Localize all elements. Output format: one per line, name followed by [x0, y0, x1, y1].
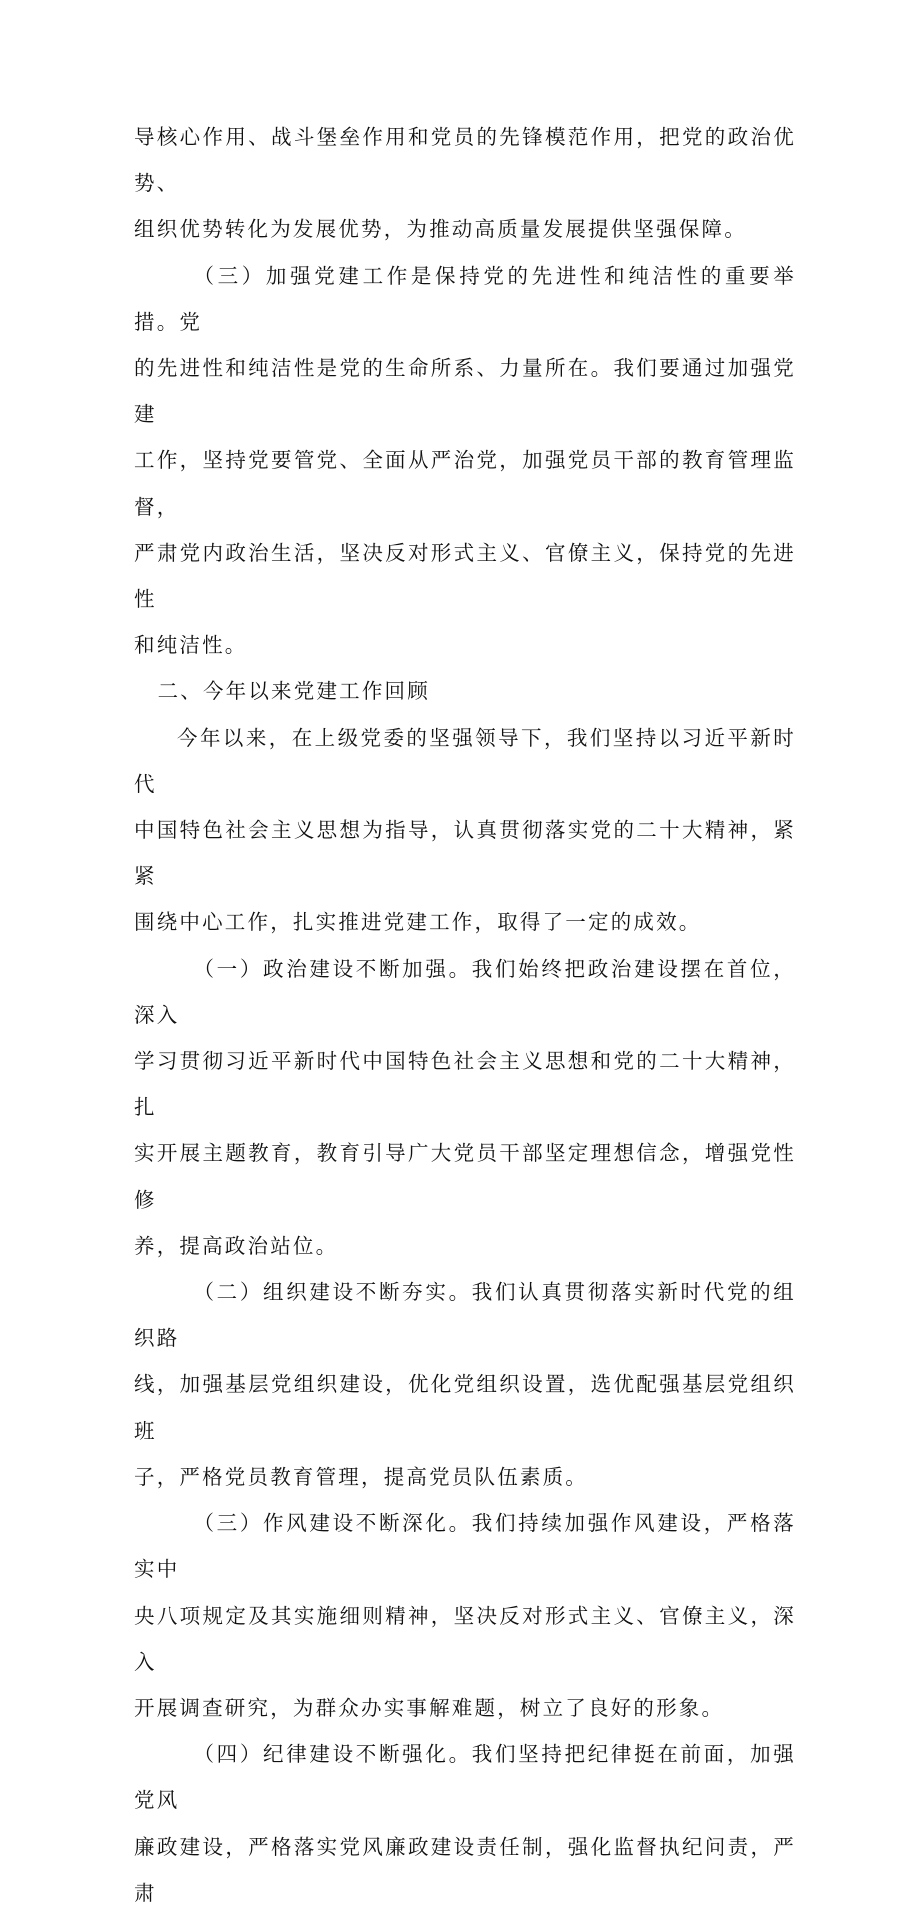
paragraph-political-building	[134, 946, 796, 1269]
text-line: 养，提高政治站位。	[134, 1233, 339, 1258]
text-line: 围绕中心工作，扎实推进党建工作，取得了一定的成效。	[134, 910, 702, 935]
text-line: （三）作风建设不断深化。我们持续加强作风建设，严格落实中	[134, 1511, 796, 1582]
text-line: 的先进性和纯洁性是党的生命所系、力量所在。我们要通过加强党建	[134, 356, 796, 427]
section-heading	[134, 668, 796, 714]
text-line: 和纯洁性。	[134, 633, 248, 658]
paragraph-discipline-building	[134, 1731, 796, 1916]
text-line: 廉政建设，严格落实党风廉政建设责任制，强化监督执纪问责，严肃	[134, 1834, 796, 1905]
text-line: （二）组织建设不断夯实。我们认真贯彻落实新时代党的组织路	[134, 1280, 796, 1351]
heading-line: 二、今年以来党建工作回顾	[157, 679, 430, 704]
text-line: 导核心作用、战斗堡垒作用和党员的先锋模范作用，把党的政治优势、	[134, 125, 796, 196]
document-body	[134, 114, 796, 1916]
text-line: 学习贯彻习近平新时代中国特色社会主义思想和党的二十大精神，扎	[134, 1049, 796, 1120]
paragraph-organization-building	[134, 1269, 796, 1500]
text-line: 线，加强基层党组织建设，优化党组织设置，选优配强基层党组织班	[134, 1372, 796, 1443]
paragraph-section-three	[134, 253, 796, 669]
text-line: 工作，坚持党要管党、全面从严治党，加强党员干部的教育管理监督，	[134, 448, 796, 519]
paragraph-style-building	[134, 1500, 796, 1731]
text-line: 开展调查研究，为群众办实事解难题，树立了良好的形象。	[134, 1695, 725, 1720]
text-line: 实开展主题教育，教育引导广大党员干部坚定理想信念，增强党性修	[134, 1141, 796, 1212]
text-line: （三）加强党建工作是保持党的先进性和纯洁性的重要举措。党	[134, 263, 796, 334]
text-line: 组织优势转化为发展优势，为推动高质量发展提供坚强保障。	[134, 217, 747, 242]
text-line: 严肃党内政治生活，坚决反对形式主义、官僚主义，保持党的先进性	[134, 540, 796, 612]
paragraph-review-intro	[134, 715, 796, 946]
text-line: 子，严格党员教育管理，提高党员队伍素质。	[134, 1464, 588, 1489]
text-line: （四）纪律建设不断强化。我们坚持把纪律挺在前面，加强党风	[134, 1742, 796, 1813]
text-line: 中国特色社会主义思想为指导，认真贯彻落实党的二十大精神，紧紧	[134, 818, 796, 889]
text-line: （一）政治建设不断加强。我们始终把政治建设摆在首位，深入	[134, 956, 796, 1027]
text-line: 央八项规定及其实施细则精神，坚决反对形式主义、官僚主义，深入	[134, 1603, 796, 1674]
text-line: 今年以来，在上级党委的坚强领导下，我们坚持以习近平新时代	[134, 725, 796, 796]
paragraph-continuation	[134, 114, 796, 253]
